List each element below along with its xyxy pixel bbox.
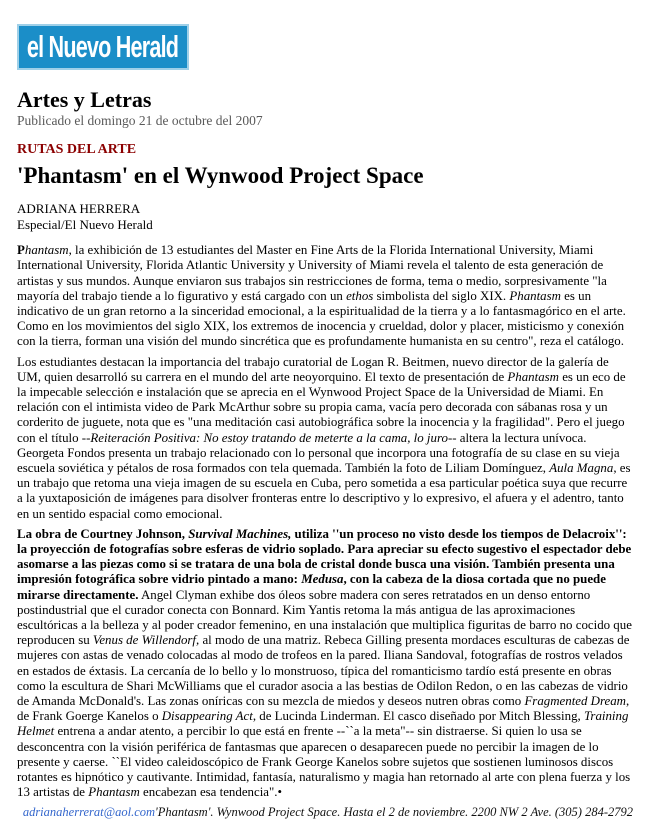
section-title: Artes y Letras [17,87,152,112]
byline-author: ADRIANA HERRERA [17,201,141,217]
text-run: Fragmented Dream [524,694,626,709]
author-email-link[interactable]: adrianaherrerat@aol.com [22,805,156,820]
text-run: Phantasm [507,369,559,384]
article-headline: 'Phantasm' en el Wynwood Project Space [17,163,424,189]
text-run: es un indicativo de un gran retorno a la sinceridad emocional, a la espiritualidad de la tierra y a lo fantasmagórico en el arte. Como en los movimientos del siglo XIX, los extremos de inocencia y crueldad, dolor y placer, misticismo y conexión con la tierra, forman una visión del mundo sincrética que es profundamente humanista en su centro", reza el catálogo. [17,288,626,349]
text-run: Aula Magna [549,460,614,475]
article-paragraph [17,527,633,801]
text-run: Disappearing Act [161,709,253,724]
published-date: Publicado el domingo 21 de octubre del 2007 [17,113,263,129]
text-run: Training Helmet [17,709,629,739]
text-run: Venus de Willendorf, [92,633,200,648]
text-run: hantasm [24,243,69,258]
text-run: simbolista del siglo XIX. [373,288,510,303]
text-run: Angel Clyman exhibe dos óleos sobre madera con seres retratados en un denso entorno postindustrial que el curador conecta con Bonnard. Kim Yantis retoma la más antigua de las aproximaciones escultóricas a la belleza y al poder creador femenino, en una instalación que multiplica figuritas de barro no cocido que reproducen su [17,587,632,648]
text-run: P [17,243,25,258]
text-run: ethos [346,288,374,303]
text-run: , con la cabeza de la diosa cortada que no puede mirarse directamente. [17,572,606,602]
text-run: , es un trabajo que retoma una vieja imagen de su escuela en Cuba, pero sometida a esa particular poética suya que recurre a la yuxtaposición de imágenes para disolver fronteras entre lo descriptivo y lo expresivo, el afuera y el adentro, tanto en un sentido espacial como emocional. [17,460,631,521]
article-paragraph [17,355,633,522]
text-run: entrena a andar atento, a percibir lo que está en frente --``a la meta"-- sin distraerse. Si quien lo usa se desconcentra con la visión periférica de fantasmas que aparecen o desaparecen puede no percibir la imagen de lo presente y caerse. ``El video caleidoscópico de Frank George Kanelos sobre sujetos que sostienen luminosos discos rotantes es hipnótico y cautivante. Intimidad, fantasía, naturalismo y magia han retornado al arte con plena fuerza y los 13 artistas de [17,724,631,800]
text-run: , la exhibición de 13 estudiantes del Master en Fine Arts de la Florida International University, Miami International University, Florida Atlantic University y University of Miami revela el talento de esta generación de artistas y sus mundos. Aunque enviaron sus trabajos sin restricciones de forma, tema o medio, sorpresivamente "la mayoría del trabajo tiende a lo figurativo y está cargado con un [17,243,607,303]
byline-block [17,201,633,232]
text-run: La obra de Courtney Johnson, [17,526,189,541]
text-run: al modo de una matriz. Rebeca Gilling presenta mordaces esculturas de cabezas de mujeres con astas de venado colocadas al modo de trofeos en la pared. Iliana Sandoval, fotografías de rostros velados en estados de éxtasis. La cercanía de lo bello y lo monstruoso, típica del romanticismo tardío está presente en obras como la escultura de Shari McWilliams que el curador asocia a las bestias de Odilon Redon, o en las cabezas de vidrio de Amanda McDonald's. Las zonas oníricas con su mezcla de miedos y deseos nutren obras como [17,633,630,709]
article-kicker: RUTAS DEL ARTE [17,141,137,157]
el-nuevo-herald-logo-text: el Nuevo Herald [27,29,179,64]
text-run: Phantasm [509,288,561,303]
article-footer [17,805,633,820]
article-paragraph [17,243,633,349]
article-page [0,24,648,820]
text-run: Phantasm [88,785,140,800]
text-run: , de Lucinda Linderman. El casco diseñado por Mitch Blessing, [252,709,584,724]
byline-organization: Especial/El Nuevo Herald [17,216,153,232]
text-run: -- altera la lectura unívoca. Georgeta Fondos presenta un trabajo relacionado con lo personal que incorpora una fotografía de su clase en su vieja escuela soviética y pétalos de rosa formados con tela quemada. También la foto de Liliam Domínguez, [17,430,620,475]
venue-info: 'Phantasm'. Wynwood Project Space. Hasta el 2 de noviembre. 2200 NW 2 Ave. (305) 284-2792 [155,805,633,820]
text-run: encabezan esa tendencia".• [139,785,283,800]
text-run: Medusa [301,572,344,587]
text-run: Survival Machines, [188,526,292,541]
el-nuevo-herald-logo [17,24,189,70]
text-run: Reiteración Positiva: No estoy tratando de meterte a la cama, lo juro [90,430,448,445]
article-body [17,243,633,800]
text-run: es un eco de la impecable selección e instalación que se aprecia en el Wynwood Project Space de la Universidad de Miami. En relación con el intimista video de Park McArthur sobre su propia cama, vacía pero decorada con sábanas rosa y un corderito de juguete, nota que es "una meditación casi autobiográfica sobre la inocencia y la fragilidad". Pero el juego con el título -- [17,369,626,445]
text-run: , de Frank Goerge Kanelos o [17,694,630,724]
text-run: Los estudiantes destacan la importancia del trabajo curatorial de Logan R. Beitmen, nuevo director de la galería de UM, quien desarrolló su carrera en el mundo del arte neoyorquino. El texto de presentación de [17,354,609,384]
text-run: utiliza ''un proceso no visto desde los tiempos de Delacroix'': la proyección de fotografías sobre esferas de vidrio soplado. Para apreciar su efecto sugestivo el espectador debe asomarse a las piezas como si se tratara de una bola de cristal donde busca una visión. También presenta una impresión fotográfica sobre vidrio pintado a mano: [17,526,632,587]
